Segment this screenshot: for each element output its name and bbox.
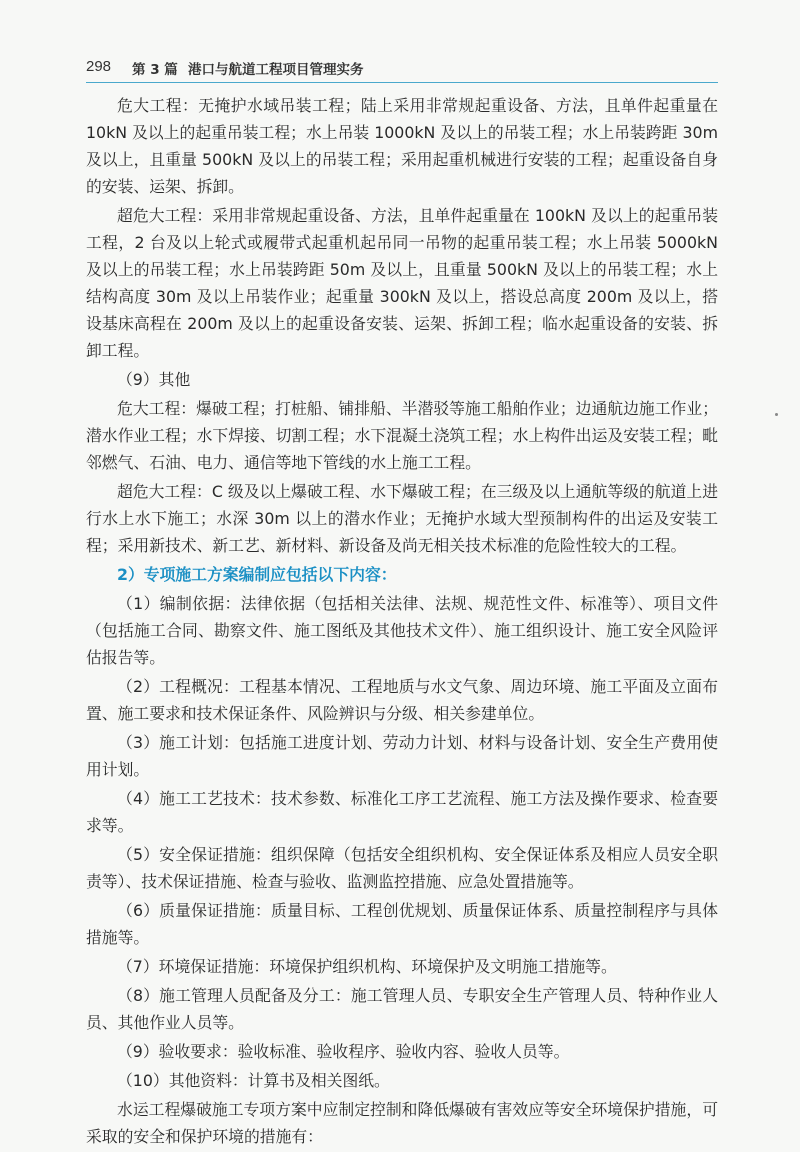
page-body (86, 92, 718, 1152)
page-header (86, 58, 718, 83)
list-item: （3）施工计划：包括施工进度计划、劳动力计划、材料与设备计划、安全生产费用使用计划。 (86, 733, 718, 779)
list-item: （1）编制依据：法律依据（包括相关法律、法规、规范性文件、标准等）、项目文件（包括施工合同、勘察文件、施工图纸及其他技术文件）、施工组织设计、施工安全风险评估报告等。 (86, 594, 718, 667)
list-item: （9）验收要求：验收标准、验收程序、验收内容、验收人员等。 (117, 1042, 570, 1061)
list-item: （6）质量保证措施：质量目标、工程创优规划、质量保证体系、质量控制程序与具体措施等。 (86, 901, 718, 947)
list-item: （2）工程概况：工程基本情况、工程地质与水文气象、周边环境、施工平面及立面布置、施工要求和技术保证条件、风险辨识与分级、相关参建单位。 (86, 677, 718, 723)
part-label: 第 3 篇 (132, 62, 178, 78)
paragraph-other-major: 危大工程：爆破工程；打桩船、铺排船、半潜驳等施工船舶作业；边通航边施工作业；潜水作业工程；水下焊接、切割工程；水下混凝土浇筑工程；水上构件出运及安装工程；毗邻燃气、石油、电力、通信等地下管线的水上施工工程。 (86, 399, 718, 472)
list-item: （7）环境保证措施：环境保护组织机构、环境保护及文明施工措施等。 (117, 957, 617, 976)
paragraph-hoisting-super: 超危大工程：采用非常规起重设备、方法，且单件起重量在 100kN 及以上的起重吊装工程，2 台及以上轮式或履带式起重机起吊同一吊物的起重吊装工程；水上吊装 5000kN 及以上的吊装工程；水上吊装跨距 50m 及以上，且重量 500kN 及以上的吊装工程；水上结构高度 30m 及以上吊装作业；起重量 300kN 及以上，搭设总高度 200m 及以上，搭设基床高程在 200m 及以上的起重设备安装、运架、拆卸工程；临水起重设备的安装、拆卸工程。 (86, 206, 718, 360)
list-item: （10）其他资料：计算书及相关图纸。 (117, 1071, 390, 1090)
margin-dot (775, 413, 778, 416)
paragraph-other-super: 超危大工程：C 级及以上爆破工程、水下爆破工程；在三级及以上通航等级的航道上进行水上水下施工；水深 30m 以上的潜水作业；无掩护水域大型预制构件的出运及安装工程；采用新技术、新工艺、新材料、新设备及尚无相关技术标准的危险性较大的工程。 (86, 482, 718, 555)
section-heading: 2）专项施工方案编制应包括以下内容： (117, 565, 397, 584)
list-item: （4）施工工艺技术：技术参数、标准化工序工艺流程、施工方法及操作要求、检查要求等。 (86, 789, 718, 835)
header-title: 港口与航道工程项目管理实务 (188, 62, 364, 78)
paragraph-hoisting-major: 危大工程：无掩护水域吊装工程；陆上采用非常规起重设备、方法，且单件起重量在 10kN 及以上的起重吊装工程；水上吊装 1000kN 及以上的吊装工程；水上吊装跨距 30m 及以上，且重量 500kN 及以上的吊装工程；采用起重机械进行安装的工程；起重设备自身的安装、运架、拆卸。 (86, 96, 718, 196)
list-item: （5）安全保证措施：组织保障（包括安全组织机构、安全保证体系及相应人员安全职责等）、技术保证措施、检查与验收、监测监控措施、应急处置措施等。 (86, 845, 718, 891)
list-item: （8）施工管理人员配备及分工：施工管理人员、专职安全生产管理人员、特种作业人员、其他作业人员等。 (86, 986, 718, 1032)
paragraph-blasting: 水运工程爆破施工专项方案中应制定控制和降低爆破有害效应等安全环境保护措施，可采取的安全和保护环境的措施有： (86, 1100, 718, 1146)
page-number: 298 (86, 58, 112, 75)
section-other-title: （9）其他 (117, 370, 191, 389)
